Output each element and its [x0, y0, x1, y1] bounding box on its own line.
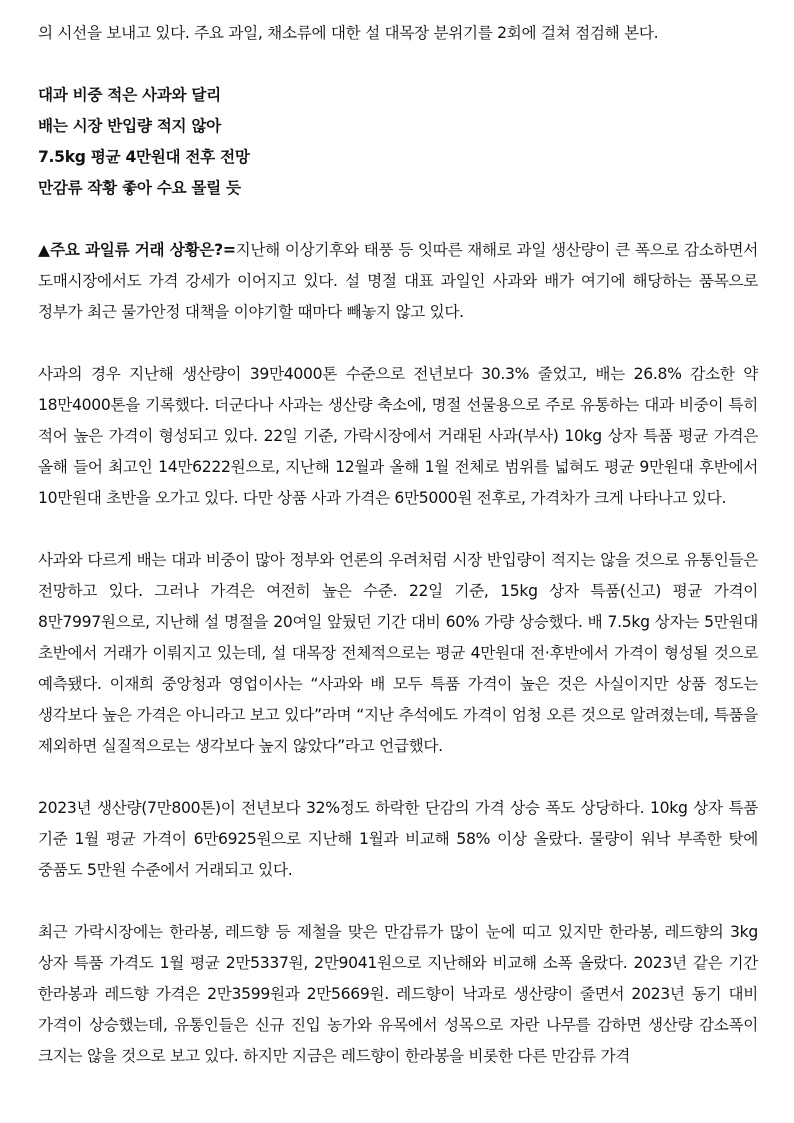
body-paragraph: [38, 235, 758, 328]
subheading-group: [38, 80, 758, 204]
section-lead: ▲주요 과일류 거래 상황은?=: [38, 241, 236, 259]
spacer: [38, 762, 758, 793]
subheading: 대과 비중 적은 사과와 달리: [38, 86, 221, 104]
body-paragraph: 2023년 생산량(7만800톤)이 전년보다 32%정도 하락한 단감의 가격 상승 폭도 상당하다. 10kg 상자 특품 기준 1월 평균 가격이 6만6925원으로 지난해 1월과 비교해 58% 이상 올랐다. 물량이 워낙 부족한 탓에 중품도 5만원 수준에서 거래되고 있다.: [38, 799, 758, 879]
spacer: [38, 328, 758, 359]
body-paragraph: 최근 가락시장에는 한라봉, 레드향 등 제철을 맞은 만감류가 많이 눈에 띠고 있지만 한라봉, 레드향의 3kg 상자 특품 가격도 1월 평균 2만5337원, 2만9041원으로 지난해와 비교해 소폭 올랐다. 2023년 같은 기간 한라봉과 레드향 가격은 2만3599원과 2만5669원. 레드향이 낙과로 생산량이 줄면서 2023년 동기 대비 가격이 상승했는데, 유통인들은 신규 진입 농가와 유목에서 성목으로 자란 나무를 감하면 생산량 감소폭이 크지는 않을 것으로 보고 있다. 하지만 지금은 레드향이 한라봉을 비롯한 다른 만감류 가격: [38, 923, 758, 1065]
spacer: [38, 49, 758, 80]
intro-paragraph: 의 시선을 보내고 있다. 주요 과일, 채소류에 대한 설 대목장 분위기를 2회에 걸쳐 점검해 본다.: [38, 24, 659, 42]
subheading: 배는 시장 반입량 적지 않아: [38, 117, 221, 135]
spacer: [38, 886, 758, 917]
body-paragraph: 사과의 경우 지난해 생산량이 39만4000톤 수준으로 전년보다 30.3% 줄었고, 배는 26.8% 감소한 약 18만4000톤을 기록했다. 더군다나 사과는 생산량 축소에, 명절 선물용으로 주로 유통하는 대과 비중이 특히 적어 높은 가격이 형성되고 있다. 22일 기준, 가락시장에서 거래된 사과(부사) 10kg 상자 특품 평균 가격은 올해 들어 최고인 14만6222원으로, 지난해 12월과 올해 1월 전체로 범위를 넓혀도 평균 9만원대 후반에서 10만원대 초반을 오가고 있다. 다만 상품 사과 가격은 6만5000원 전후로, 가격차가 크게 나타나고 있다.: [38, 365, 758, 507]
subheading: 만감류 작황 좋아 수요 몰릴 듯: [38, 179, 241, 197]
spacer: [38, 204, 758, 235]
body-paragraph: 사과와 다르게 배는 대과 비중이 많아 정부와 언론의 우려처럼 시장 반입량이 적지는 않을 것으로 유통인들은 전망하고 있다. 그러나 가격은 여전히 높은 수준. 22일 기준, 15kg 상자 특품(신고) 평균 가격이 8만7997원으로, 지난해 설 명절을 20여일 앞뒀던 기간 대비 60% 가량 상승했다. 배 7.5kg 상자는 5만원대 초반에서 거래가 이뤄지고 있는데, 설 대목장 전체적으로는 평균 4만원대 전·후반에서 가격이 형성될 것으로 예측됐다. 이재희 중앙청과 영업이사는 “사과와 배 모두 특품 가격이 높은 것은 사실이지만 상품 정도는 생각보다 높은 가격은 아니라고 보고 있다”라며 “지난 추석에도 가격이 엄청 오른 것으로 알려졌는데, 특품을 제외하면 실질적으로는 생각보다 높지 않았다”라고 언급했다.: [38, 551, 758, 755]
spacer: [38, 514, 758, 545]
paragraph-text: 지난해 이상기후와 태풍 등 잇따른 재해로 과일 생산량이 큰 폭으로 감소하면서 도매시장에서도 가격 강세가 이어지고 있다. 설 명절 대표 과일인 사과와 배가 여기에 해당하는 품목으로 정부가 최근 물가안정 대책을 이야기할 때마다 빼놓지 않고 있다.: [38, 241, 758, 321]
article-body: [38, 18, 758, 1072]
subheading: 7.5kg 평균 4만원대 전후 전망: [38, 148, 250, 166]
